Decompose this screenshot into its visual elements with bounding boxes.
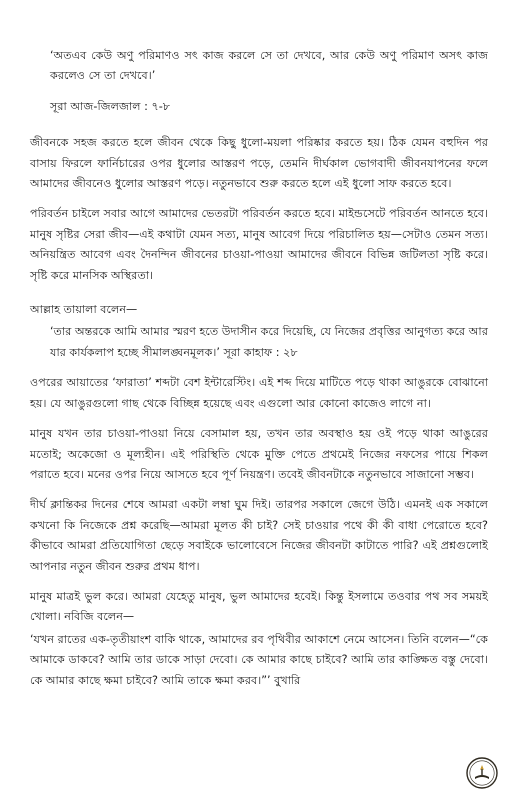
hadith-quote: ‘যখন রাতের এক-তৃতীয়াংশ বাকি থাকে, আমাদের রব পৃথিবীর আকাশে নেমে আসেন। তিনি বলেন—“কে আমাকে ডাকবে? আমি তার ডাকে সাড়া দেবো। কে আমার কাছে চাইবে? আমি তার কাঙ্ক্ষিত বস্তু দেবো। কে আমার কাছে ক্ষমা চাইবে? আমি তাকে ক্ষমা করব।”’ বুখারি bbox=[30, 632, 489, 687]
quran-quote-kahf: ‘তার অন্তরকে আমি আমার স্মরণ হতে উদাসীন করে দিয়েছি, যে নিজের প্রবৃত্তির আনুগত্য করে আর যার কার্যকলাপ হচ্ছে সীমালঙ্ঘনমূলক।’ সূরা কাহাফ : ২৮ bbox=[50, 325, 488, 359]
paragraph-morning: দীর্ঘ ক্লান্তিকর দিনের শেষে আমরা একটা লম্বা ঘুম দিই। তারপর সকালে জেগে উঠি। এমনই এক সকালে কখনো কি নিজেকে প্রশ্ন করেছি—আমরা মূলত কী চাই? সেই চাওয়ার পথে কী কী বাধা পেরোতে হবে? কীভাবে আমরা প্রতিযোগিতা ছেড়ে সবাইকে ভালোবেসে নিজের জীবনটা কাটাতে পারি? এই প্রশ্নগুলোই আপনার নতুন জীবন শুরুর প্রথম ধাপ। bbox=[30, 498, 488, 573]
page-content bbox=[30, 46, 488, 701]
paragraph-tawba: মানুষ মাত্রই ভুল করে। আমরা যেহেতু মানুষ, ভুল আমাদের হবেই। কিন্তু ইসলামে তওবার পথ সব সময়ই খোলা। নবিজি বলেন— bbox=[30, 589, 488, 624]
paragraph-change: পরিবর্তন চাইলে সবার আগে আমাদের ভেতরটা পরিবর্তন করতে হবে। মাইন্ডসেটে পরিবর্তন আনতে হবে। মানুষ সৃষ্টির সেরা জীব—এই কথাটা যেমন সত্য, মানুষ আবেগ দিয়ে পরিচালিত হয়—সেটাও তেমন সত্য। অনিয়ন্ত্রিত আবেগ এবং দৈনন্দিন জীবনের চাওয়া-পাওয়া আমাদের জীবনে বিভিন্ন জটিলতা সৃষ্টি করে। সৃষ্টি করে মানসিক অস্থিরতা। bbox=[30, 207, 488, 282]
paragraph-dust: জীবনকে সহজ করতে হলে জীবন থেকে কিছু ধুলো-ময়লা পরিষ্কার করতে হয়। ঠিক যেমন বহুদিন পর বাসায় ফিরলে ফার্নিচারের ওপর ধুলোর আস্তরণ পড়ে, তেমনি দীর্ঘকাল ভোগবাদী জীবনযাপনের ফলে আমাদের জীবনেও ধুলোর আস্তরণ পড়ে। নতুনভাবে শুরু করতে হলে এই ধুলো সাফ করতে হবে। bbox=[30, 136, 488, 191]
quran-quote-zilzal: ‘অতএব কেউ অণু পরিমাণও সৎ কাজ করলে সে তা দেখবে, আর কেউ অণু পরিমাণ অসৎ কাজ করলেও সে তা দেখবে।’ bbox=[50, 49, 488, 83]
publisher-logo-icon bbox=[466, 757, 498, 789]
allah-says-label: আল্লাহ তায়ালা বলেন— bbox=[30, 303, 138, 317]
paragraph-grapes: মানুষ যখন তার চাওয়া-পাওয়া নিয়ে বেসামাল হয়, তখন তার অবস্থাও হয় ওই পড়ে থাকা আঙুরের মতোই; অকেজো ও মূল্যহীন। এই পরিস্থিতি থেকে মুক্তি পেতে প্রথমেই নিজের নফসের পায়ে শিকল পরাতে হবে। মনের ওপর নিয়ে আসতে হবে পূর্ণ নিয়ন্ত্রণ। তবেই জীবনটাকে নতুনভাবে সাজানো সম্ভব। bbox=[30, 427, 488, 481]
quote-reference-zilzal: সূরা আজ-জিলজাল : ৭-৮ bbox=[50, 99, 171, 113]
paragraph-farata: ওপরের আয়াতের ‘ফারাতা’ শব্দটা বেশ ইন্টারেস্টিং। এই শব্দ দিয়ে মাটিতে পড়ে থাকা আঙুরকে বোঝানো হয়। যে আঙুরগুলো গাছ থেকে বিচ্ছিন্ন হয়েছে এবং এগুলো আর কোনো কাজেও লাগে না। bbox=[30, 376, 488, 410]
